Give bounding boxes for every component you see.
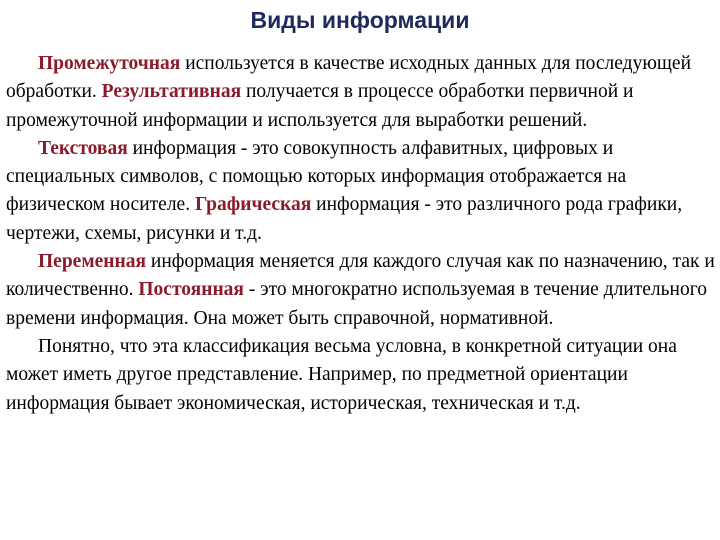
- paragraph-variable-constant: [6, 248, 716, 333]
- paragraph-intermediate-result: [6, 50, 716, 135]
- term-textual: Текстовая: [38, 137, 128, 159]
- term-resultative: Результативная: [101, 81, 242, 103]
- paragraph-text: - это многократно используемая в течение длительного времени информация. Она может быть справочной, нормативной.: [6, 279, 707, 329]
- term-variable: Переменная: [38, 251, 147, 273]
- term-graphic: Графическая: [194, 194, 312, 216]
- paragraph-text: получается в процессе обработки первичной и промежуточной информации и используется для выработки решений.: [6, 81, 634, 131]
- term-constant: Постоянная: [138, 279, 244, 301]
- paragraph-text: информация - это совокупность алфавитных, цифровых и специальных символов, с помощью которых информация отображается на физическом носителе.: [6, 137, 627, 216]
- paragraph-text: информация - это различного рода графики, чертежи, схемы, рисунки и т.д.: [6, 194, 683, 244]
- paragraph-text-graphic: [6, 135, 716, 248]
- term-intermediate: Промежуточная: [38, 53, 181, 74]
- slide-title: Виды информации: [250, 7, 470, 33]
- paragraph-text: Понятно, что эта классификация весьма условна, в конкретной ситуации она может иметь другое представление. Например, по предметной ориентации информация бывает экономическая, историческая, техническая и т.д.: [6, 335, 677, 414]
- paragraph-text: информация меняется для каждого случая как по назначению, так и количественно.: [6, 251, 715, 301]
- paragraph-classification-note: [6, 333, 716, 418]
- paragraph-text: используется в качестве исходных данных для последующей обработки.: [6, 53, 692, 103]
- slide-body: [6, 50, 716, 418]
